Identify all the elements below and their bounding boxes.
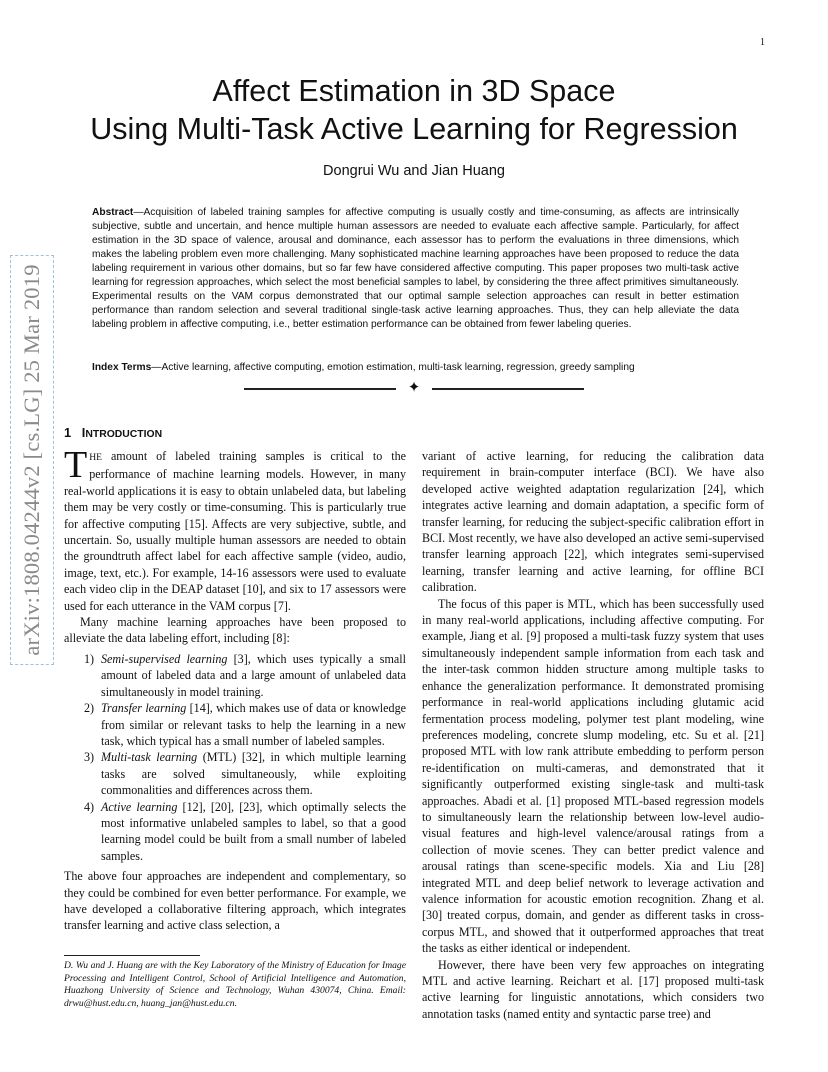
right-column: [422, 448, 764, 1022]
citation-link[interactable]: [24]: [703, 481, 724, 496]
list-text: , which uses typically a small amount of labeled data and a large amount of unlabeled data simultaneously in model training.: [101, 651, 406, 699]
paper-title: [40, 72, 788, 148]
list-text: , which makes use of data or knowledge from similar or relevant tasks to help the learning in a new task, which typical has a small number of labeled samples.: [101, 701, 406, 748]
paragraph-text: However, there have been very few approaches on integrating MTL and active learning. Reichart et al.: [422, 957, 764, 988]
list-number: 3): [84, 750, 95, 765]
citation-link[interactable]: [1]: [546, 793, 561, 808]
author-affiliation-footnote: D. Wu and J. Huang are with the Key Laboratory of the Ministry of Education for Image Processing and Intelligent Control, School of Artificial Intelligence and Automation, Huazhong University of Science and Technology, Wuhan 430074, China. Email: drwu@hust.edu.cn, huang_jan@hust.edu.cn.: [64, 960, 406, 1009]
citation-link[interactable]: [10]: [242, 582, 263, 597]
index-terms: [92, 361, 739, 375]
list-item: [64, 651, 406, 700]
section-title-rest: NTRODUCTION: [85, 429, 163, 440]
paragraph-text: The focus of this paper is MTL, which has been successfully used in many real-world applications, including affective computing. For example, Jiang et al.: [422, 596, 764, 644]
paragraph-text: proposed multi-task active learning for linguistic annotations, which considers two annotation tasks (named entity and syntactic parse tree) and: [422, 974, 764, 1021]
paragraph-text: treated corpus, domain, and gender as different tasks in cross-corpus MTL, and showed that it outperformed approaches that treat the tasks as either identical or independent.: [422, 908, 764, 956]
list-item: [64, 700, 406, 749]
intro-paragraph-3: The above four approaches are independent and complementary, so they could be combined for even better performance. For example, we have developed a collaborative filtering approach, which integrates transfer learning and active class selection, a: [64, 869, 406, 933]
citation-link[interactable]: [12], [20], [23]: [182, 799, 260, 814]
paragraph-text: . Affects are very subjective, subtle, and uncertain. So, usually multiple human assessors are needed to obtain the groundtruth affect label for each affective sample (video, audio, image, text, etc.). For example, 14-16 assessors were used to evaluate each video clip in the DEAP dataset: [64, 516, 406, 597]
citation-link[interactable]: [8]: [272, 631, 287, 646]
citation-link[interactable]: [9]: [526, 629, 541, 644]
title-line-2: Using Multi-Task Active Learning for Regression: [90, 112, 738, 146]
citation-link[interactable]: [17]: [638, 974, 659, 988]
citation-link[interactable]: [28]: [743, 859, 764, 874]
intro-paragraph-4: [422, 448, 764, 596]
list-item: [64, 749, 406, 798]
left-column: [64, 444, 407, 934]
abstract: [92, 206, 739, 332]
section-separator: [244, 381, 584, 397]
index-terms-text: —Active learning, affective computing, emotion estimation, multi-task learning, regression, greedy sampling: [151, 362, 635, 373]
page-number: 1: [760, 37, 765, 48]
list-number: 1): [84, 651, 95, 666]
abstract-text: —Acquisition of labeled training samples for affective computing is usually costly and time-consuming, as affects are intrinsically subjective, subtle and uncertain, and hence multiple human assessors are needed to evaluate each affective sample. Particularly, for affect estimation in the 3D space of valence, arousal and dominance, each assessor has to perform the evaluations in three dimensions, which makes the labeling problem even more challenging. Many sophisticated machine learning approaches have been proposed to reduce the data labeling requirement in various other domains, but so far few have considered affective computing. This paper proposes two multi-task active learning for regression approaches, which select the most beneficial samples to label, by considering the three affect primitives simultaneously. Experimental results on the VAM corpus demonstrated that our optimal sample selection approaches can result in better estimation performance than random selection and several traditional single-task active learning approaches. Thus, they can help alleviate the data labeling problem in affective computing, i.e., better estimation performance can be obtained from fewer labeling queries.: [92, 207, 739, 330]
separator-line-right: [432, 388, 584, 390]
list-text: , which optimally selects the most informative unlabeled samples to label, so that a good learning model could be built from a small number of labeled samples.: [101, 799, 406, 863]
list-term: Active learning: [101, 799, 178, 814]
approaches-list: [64, 651, 406, 864]
arxiv-identifier[interactable]: arXiv:1808.04244v2 [cs.LG] 25 Mar 2019: [19, 264, 44, 656]
paragraph-text: integrated MTL and deep belief network to leverage activation and valence information for acoustic emotion recognition. Zhang et al.: [422, 875, 764, 906]
paragraph-text: , which integrates active learning and domain adaptation, a specific form of transfer learning, for reducing the subject-specific calibration effort in BCI. Most recently, we have also developed an active semi-supervised transfer learning approach: [422, 481, 764, 562]
list-term: Semi-supervised learning: [101, 651, 228, 666]
paragraph-text: variant of active learning, for reducing the calibration data requirement in brain-computer interface (BCI). We have also developed active weighted adaptation regularization: [422, 449, 764, 496]
footnote-rule: [64, 955, 200, 956]
paragraph-text: amount of labeled training samples is critical to the performance of machine learning models. However, in many real-world applications it is easy to obtain unlabeled data, but labeling them may be very costly or time-consuming. This is particularly true for affective computing: [64, 449, 406, 531]
citation-link[interactable]: [3]: [233, 651, 248, 666]
citation-link[interactable]: [32]: [241, 750, 262, 765]
paragraph-text: proposed a multi-task fuzzy system that uses simultaneously independent sample information from each task and the inter-task common hidden structure among multiple tasks to enhance the generalization performance. It demonstrated promising performance in real-world applications including glutamic acid fermentation process modeling, polymer test plant modeling, wine preferences modeling, concrete slump modeling, etc. Su et al.: [422, 629, 765, 742]
citation-link[interactable]: [7]: [273, 598, 288, 613]
list-term: Multi-task learning: [101, 750, 198, 765]
citation-link[interactable]: [22]: [564, 547, 585, 562]
section-heading-introduction: [64, 425, 162, 440]
citation-link[interactable]: [14]: [189, 701, 210, 716]
citation-link[interactable]: [15]: [184, 516, 205, 531]
list-number: 4): [84, 799, 95, 814]
paragraph-text: .: [287, 598, 291, 613]
authors: Dongrui Wu and Jian Huang: [323, 163, 505, 179]
separator-line-left: [244, 388, 396, 390]
section-number: 1: [64, 425, 72, 440]
paragraph-text: proposed MTL-based regression models to simultaneously learn the relationship between low-level audio-visual features and high-level valence/arousal ratings from a collection of movie scenes. They can better predict valence and arousal ratings than scene-specific models. Xia and Liu: [422, 793, 764, 874]
intro-paragraph-6: [422, 957, 764, 1023]
intro-paragraph-1: [64, 444, 407, 614]
paragraph-text: , and six to 17 assessors were used for each utterance in the VAM corpus: [64, 582, 407, 613]
paragraph-text: , which integrates semi-supervised learning, transfer learning and active learning, for offline BCI calibration.: [422, 547, 764, 595]
list-item: [64, 799, 406, 865]
list-number: 2): [84, 701, 95, 716]
list-text: , in which multiple learning tasks are solved simultaneously, while exploiting commonalities and differences across them.: [101, 750, 406, 798]
citation-link[interactable]: [21]: [743, 727, 764, 742]
list-term: Transfer learning: [101, 701, 187, 716]
intro-paragraph-5: [422, 596, 764, 957]
abstract-label: Abstract: [92, 207, 134, 218]
intro-paragraph-2: [64, 614, 406, 647]
separator-diamond-icon: ✦: [407, 380, 421, 396]
title-line-1: Affect Estimation in 3D Space: [212, 74, 616, 108]
paragraph-text: proposed MTL with low rank attribute embedding to perform person re-identification on multi-cameras, and demonstrated that it significantly outperformed existing single-task and multi-task approaches. Abadi et al.: [422, 744, 764, 808]
small-caps-text: HE: [89, 452, 103, 463]
list-text: (MTL): [197, 750, 242, 765]
drop-cap: T: [64, 444, 88, 486]
section-title-initial: I: [81, 425, 86, 440]
paragraph-text: Many machine learning approaches have been proposed to alleviate the data labeling effort, including: [64, 615, 406, 646]
paragraph-text: :: [286, 631, 290, 646]
index-terms-label: Index Terms: [92, 362, 152, 373]
citation-link[interactable]: [30]: [422, 908, 443, 923]
